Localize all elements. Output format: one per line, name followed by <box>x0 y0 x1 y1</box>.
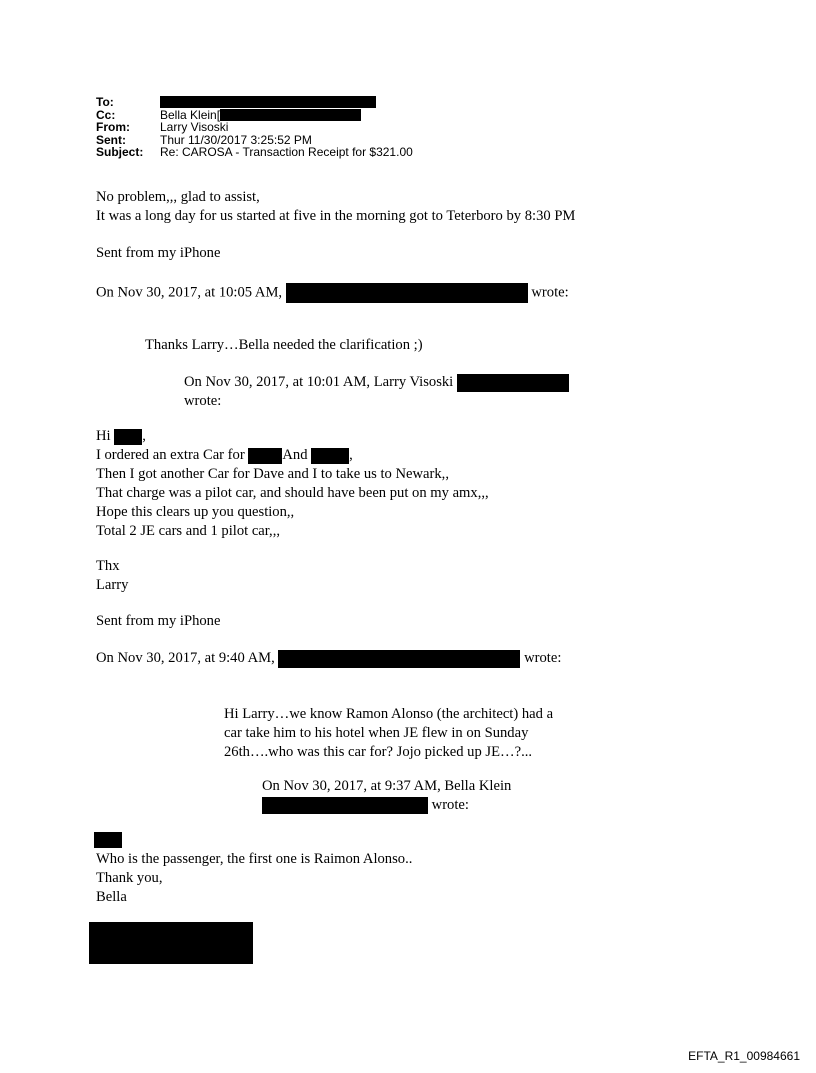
reply4-quote-wrote: wrote: <box>431 797 469 813</box>
document-id: EFTA_R1_00984661 <box>688 1049 800 1063</box>
redaction-signature-block <box>89 922 253 964</box>
cc-row <box>96 109 413 122</box>
reply3-quote-header <box>96 649 561 668</box>
reply3-body <box>96 427 489 541</box>
reply5-line1: Who is the passenger, the first one is Raimon Alonso.. <box>96 851 413 867</box>
reply5-body <box>96 850 412 907</box>
redaction-larry-email <box>457 374 569 392</box>
sent-value: Thur 11/30/2017 3:25:52 PM <box>160 132 312 147</box>
reply4-quote-header <box>262 777 511 815</box>
reply1-line1: No problem,,, glad to assist, <box>96 189 260 205</box>
reply4-body <box>224 705 553 762</box>
reply3-hi-suffix: , <box>142 428 146 444</box>
subject-value: Re: CAROSA - Transaction Receipt for $321.00 <box>160 145 413 159</box>
reply5-line3: Bella <box>96 889 127 905</box>
reply3-name: Larry <box>96 577 129 593</box>
from-label: From: <box>96 120 130 134</box>
reply4-quote-intro: On Nov 30, 2017, at 9:37 AM, Bella Klein <box>262 778 512 794</box>
reply3-ordered-suffix: , <box>349 447 353 463</box>
redaction-cc <box>220 109 361 121</box>
reply5-line2: Thank you, <box>96 870 163 886</box>
to-row <box>96 96 413 109</box>
email-header <box>96 96 413 159</box>
from-value: Larry Visoski <box>160 120 229 134</box>
reply2-quote-header <box>184 373 569 411</box>
redaction-name-b <box>311 448 349 464</box>
reply4-line2: car take him to his hotel when JE flew in on Sunday <box>224 725 529 741</box>
from-row <box>96 121 413 134</box>
reply3-line3: That charge was a pilot car, and should have been put on my amx,,, <box>96 485 489 501</box>
reply2-quote-wrote: wrote: <box>184 393 222 409</box>
reply4-line3: 26th….who was this car for? Jojo picked up JE…?... <box>224 744 533 760</box>
reply3-signature: Sent from my iPhone <box>96 613 221 629</box>
reply1-quote-header <box>96 283 569 303</box>
redaction-hi-name <box>114 429 142 445</box>
reply3-and: And <box>282 447 308 463</box>
subject-row <box>96 146 413 159</box>
reply2-quote-intro: On Nov 30, 2017, at 10:01 AM, Larry Visoski <box>184 374 454 390</box>
reply1-body <box>96 188 575 226</box>
sent-label: Sent: <box>96 132 126 147</box>
reply3-quote-wrote: wrote: <box>524 650 562 666</box>
reply3-ordered: I ordered an extra Car for <box>96 447 245 463</box>
reply3-thx: Thx <box>96 558 120 574</box>
cc-label: Cc: <box>96 107 116 122</box>
reply3-signoff <box>96 557 128 595</box>
redaction-sender-2 <box>278 650 520 668</box>
redaction-sender-1 <box>286 283 528 303</box>
reply3-line5: Total 2 JE cars and 1 pilot car,,, <box>96 523 281 539</box>
to-label: To: <box>96 95 114 109</box>
subject-label: Subject: <box>96 145 144 159</box>
cc-name: Bella Klein[ <box>160 107 221 122</box>
redaction-to <box>160 96 376 108</box>
reply3-quote-intro: On Nov 30, 2017, at 9:40 AM, <box>96 650 275 666</box>
reply1-quote-intro: On Nov 30, 2017, at 10:05 AM, <box>96 284 283 301</box>
reply3-line2: Then I got another Car for Dave and I to take us to Newark,, <box>96 466 449 482</box>
reply1-signature: Sent from my iPhone <box>96 245 221 261</box>
reply3-line4: Hope this clears up you question,, <box>96 504 295 520</box>
reply1-line2: It was a long day for us started at five in the morning got to Teterboro by 8:30 PM <box>96 208 576 224</box>
redaction-name-a <box>248 448 282 464</box>
reply4-line1: Hi Larry…we know Ramon Alonso (the architect) had a <box>224 706 554 722</box>
reply2-text: Thanks Larry…Bella needed the clarification ;) <box>145 337 423 353</box>
redaction-greeting <box>94 832 122 848</box>
reply1-quote-wrote: wrote: <box>531 284 569 301</box>
reply3-hi: Hi <box>96 428 111 444</box>
redaction-bella-email <box>262 797 428 814</box>
